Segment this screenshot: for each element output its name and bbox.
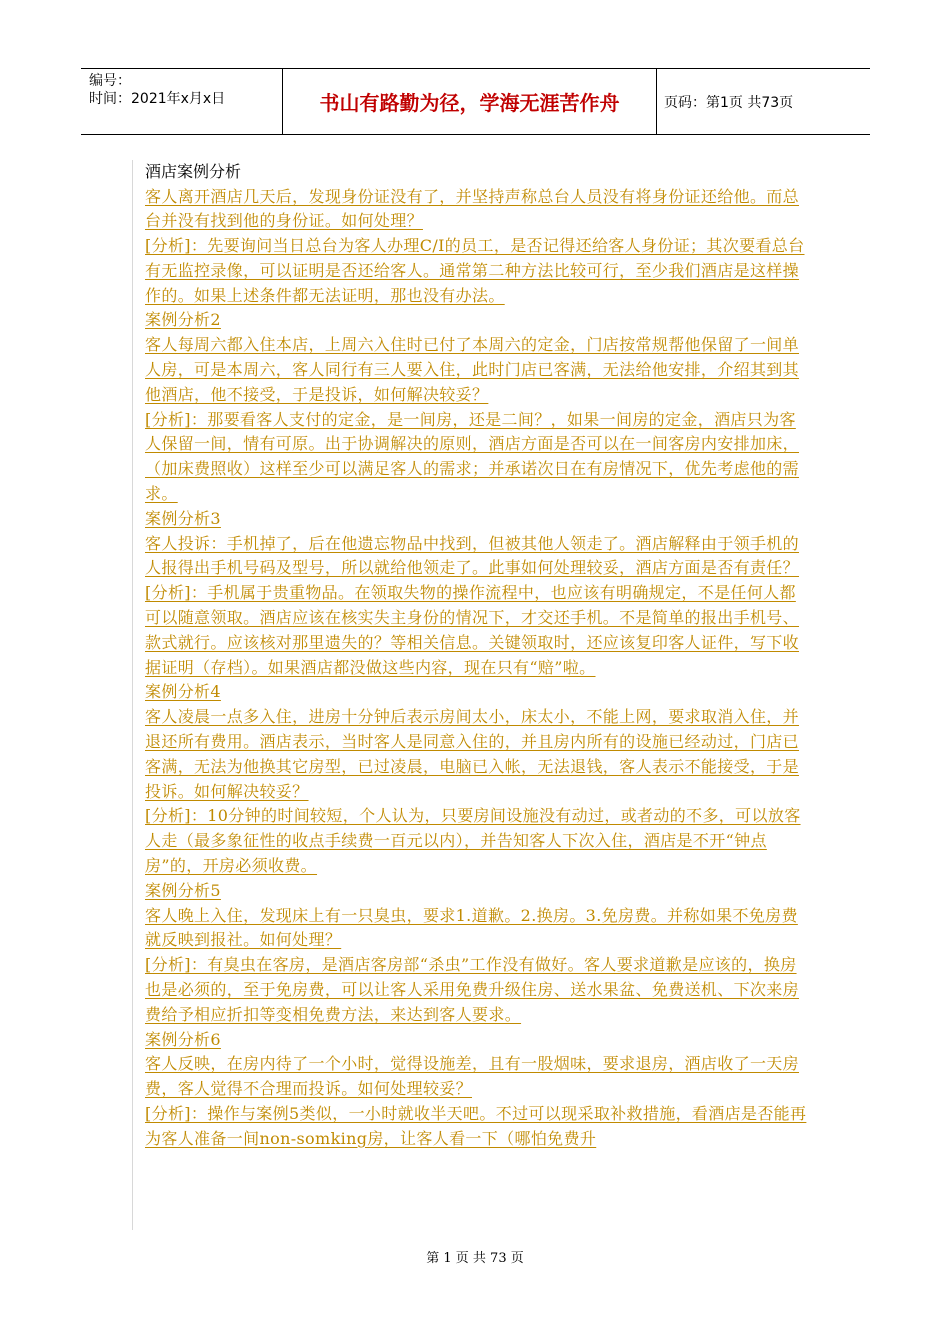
paragraph: 客人凌晨一点多入住，进房十分钟后表示房间太小，床太小，不能上网，要求取消入住，并退还所有费用。酒店表示，当时客人是同意入住的，并且房内所有的设施已经动过，门店已客满，无法为他换其它房型，已过凌晨，电脑已入帐，无法退钱，客人表示不能接受，于是投诉。如何解决较妥？ bbox=[145, 707, 800, 801]
page-footer: 第 1 页 共 73 页 bbox=[426, 1251, 524, 1266]
case-heading: 案例分析6 bbox=[145, 1029, 221, 1049]
document-body bbox=[132, 160, 823, 1230]
paragraph: [分析]：10分钟的时间较短，个人认为，只要房间设施没有动过，或者动的不多，可以放客人走（最多象征性的收点手续费一百元以内），并告知客人下次入住，酒店是不开“钟点房”的，开房必须收费。 bbox=[145, 806, 801, 876]
header-page-info: 页码：第1页 共73页 bbox=[664, 94, 794, 111]
header-motto: 书山有路勤为径，学海无涯苦作舟 bbox=[283, 69, 657, 134]
paragraph: [分析]：操作与案例5类似，一小时就收半天吧。不过可以现采取补救措施，看酒店是否能再为客人准备一间non-somking房，让客人看一下（哪怕免费升 bbox=[145, 1103, 807, 1148]
document-title: 酒店案例分析 bbox=[145, 162, 242, 181]
paragraph: 客人反映，在房内待了一个小时，觉得设施差，且有一股烟味，要求退房，酒店收了一天房费，客人觉得不合理而投诉。如何处理较妥？ bbox=[145, 1054, 800, 1099]
paragraph: 客人每周六都入住本店，上周六入住时已付了本周六的定金，门店按常规帮他保留了一间单人房，可是本周六，客人同行有三人要入住，此时门店已客满，无法给他安排，介绍其到其他酒店，他不接受，于是投诉，如何解决较妥？ bbox=[145, 335, 800, 404]
paragraph: [分析]：那要看客人支付的定金，是一间房，还是二间？，如果一间房的定金，酒店只为客人保留一间，情有可原。出于协调解决的原则，酒店方面是否可以在一间客房内安排加床，（加床费照收）这样至少可以满足客人的需求；并承诺次日在有房情况下，优先考虑他的需求。 bbox=[145, 409, 800, 504]
paragraph: [分析]：手机属于贵重物品。在领取失物的操作流程中，也应该有明确规定，不是任何人都可以随意领取。酒店应该在核实失主身份的情况下，才交还手机。不是简单的报出手机号、款式就行。应该核对那里遗失的？等相关信息。关键领取时，还应该复印客人证件，写下收据证明（存档）。如果酒店都没做这些内容，现在只有“赔”啦。 bbox=[145, 583, 800, 677]
page-header bbox=[81, 68, 870, 135]
case-heading: 案例分析3 bbox=[145, 508, 221, 528]
paragraph: 客人投诉：手机掉了，后在他遗忘物品中找到，但被其他人领走了。酒店解释由于领手机的人报得出手机号码及型号，所以就给他领走了。此事如何处理较妥，酒店方面是否有责任？ bbox=[145, 533, 800, 578]
case-heading: 案例分析2 bbox=[145, 310, 221, 330]
case-heading: 案例分析4 bbox=[145, 682, 221, 702]
serial-label: 编号： bbox=[89, 73, 131, 89]
case-heading: 案例分析5 bbox=[145, 880, 221, 900]
paragraph: 客人离开酒店几天后，发现身份证没有了，并坚持声称总台人员没有将身份证还给他。而总台并没有找到他的身份证。如何处理？ bbox=[145, 186, 800, 231]
time-label: 时间：2021年x月x日 bbox=[89, 91, 226, 107]
paragraph: 客人晚上入住，发现床上有一只臭虫，要求1.道歉。2.换房。3.免房费。并称如果不免房费就反映到报社。如何处理？ bbox=[145, 905, 798, 950]
paragraph: [分析]：有臭虫在客房，是酒店客房部“杀虫”工作没有做好。客人要求道歉是应该的，换房也是必须的，至于免房费，可以让客人采用免费升级住房、送水果盆、免费送机、下次来房费给予相应折扣等变相免费方法，来达到客人要求。 bbox=[145, 955, 800, 1024]
paragraph: [分析]：先要询问当日总台为客人办理C/I的员工，是否记得还给客人身份证；其次要看总台有无监控录像，可以证明是否还给客人。通常第二种方法比较可行，至少我们酒店是这样操作的。如果上述条件都无法证明，那也没有办法。 bbox=[145, 236, 805, 305]
header-meta bbox=[81, 69, 283, 134]
